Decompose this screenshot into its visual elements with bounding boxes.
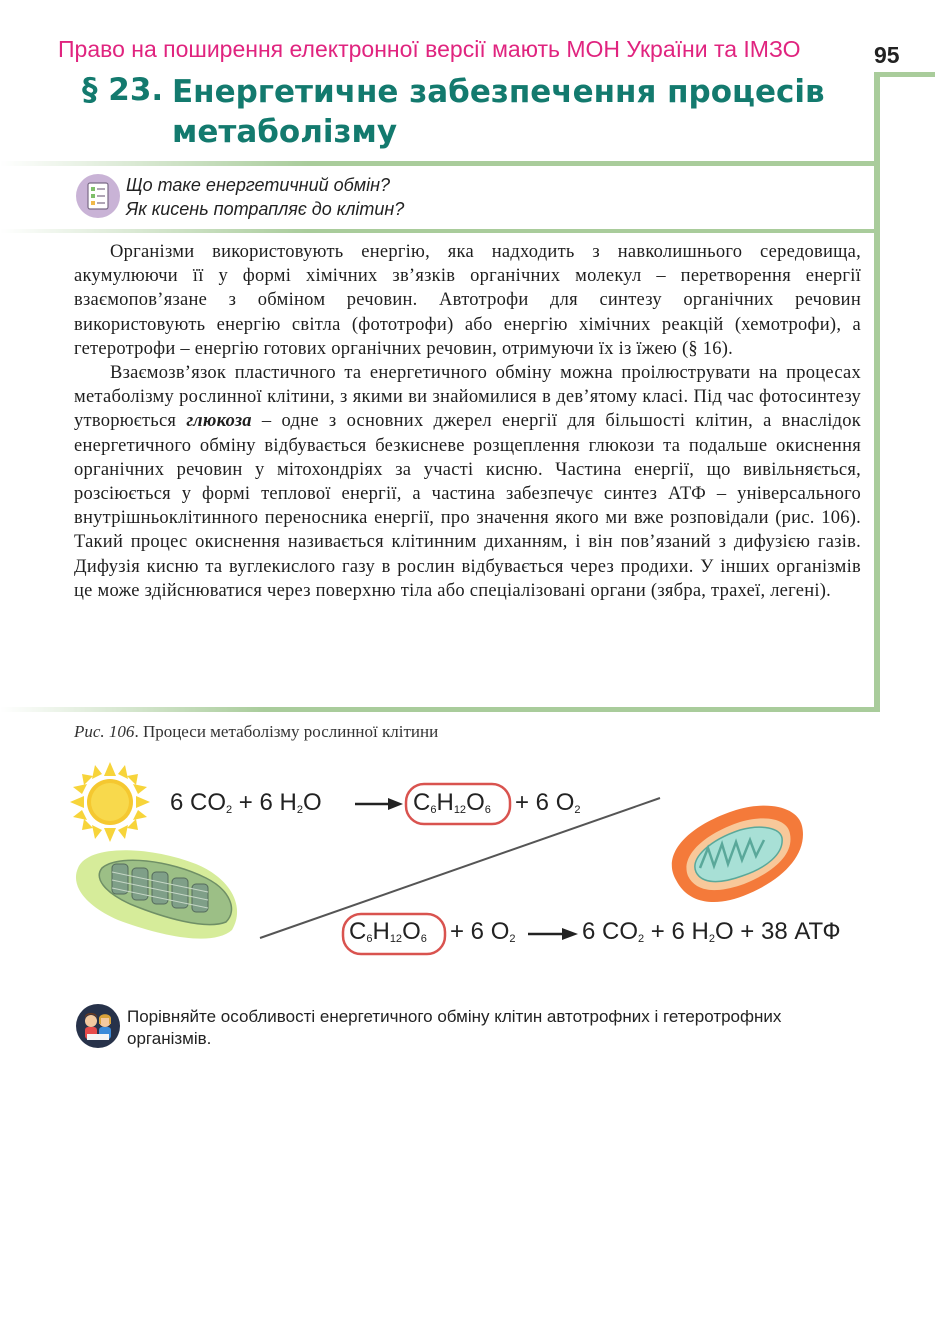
respiration-oxygen [450, 918, 516, 946]
frame-questions-underline [0, 229, 880, 233]
eq-text: C [413, 789, 431, 816]
frame-bottom-line [0, 707, 880, 712]
eq-text: + 6 O [515, 789, 575, 816]
photosynthesis-reactants [170, 789, 322, 817]
question-1: Що таке енергетичний обмін? [126, 175, 390, 195]
frame-top-line [874, 72, 935, 77]
figure-caption-text: . Процеси метаболізму рослинної клітини [134, 722, 439, 741]
review-questions [126, 173, 404, 221]
eq-text: H [372, 918, 390, 945]
respiration-products [582, 918, 841, 946]
term-glucose: глюкоза [186, 411, 252, 432]
eq-sub: 12 [389, 933, 403, 945]
sun-icon [70, 762, 150, 842]
paragraph-2 [74, 361, 861, 603]
paragraph-2-end: – одне з основних джерел енергії для більшості клітин, а внаслідок енергетичного обміну відбувається безкисневе розщеплення глюкози та подальше окиснення органічних речовин у мітохондріях за участі кисню. Частина енергії, що вивільняється, розсіюється у формі теплової енергії, а частина забезпечує синтез АТФ – універсального внутрішньоклітинного переносника енергії, про значення якого ми вже розповідали (рис. 106). Такий процес окиснення називається клітинним диханням, і він пов’язаний з дифузією газів. Дифузія кисню та вуглекислого газу в рослин відбувається через продихи. У інших організмів це може здійснюватися через поверхню тіла або спеціалізовані органи (зябра, трахеї, легені). [74, 411, 861, 601]
diagonal-divider [260, 798, 660, 938]
eq-sub: 6 [430, 804, 437, 816]
chloroplast-illustration [76, 850, 237, 938]
eq-sub: 2 [638, 933, 645, 945]
eq-text: O [302, 789, 322, 816]
eq-sub: 12 [453, 804, 467, 816]
eq-text: 6 CO [582, 918, 639, 945]
task-text: Порівняйте особливості енергетичного обміну клітин автотрофних і гетеротрофних організмів. [127, 1007, 782, 1048]
figure-label: Рис. 106 [74, 722, 135, 741]
copyright-notice: Право на поширення електронної версії мають МОН України та ІМЗО [58, 36, 801, 62]
eq-sub: 2 [296, 804, 303, 816]
page-number: 95 [874, 42, 900, 68]
eq-text: + 6 H [644, 918, 709, 945]
arrow-icon [528, 928, 578, 940]
eq-text: 6 CO [170, 789, 227, 816]
eq-text: C [349, 918, 367, 945]
eq-text: + 6 O [450, 918, 510, 945]
eq-sub: 6 [420, 933, 427, 945]
eq-sub: 2 [509, 933, 516, 945]
mitochondrion-illustration [672, 806, 803, 902]
eq-sub: 2 [574, 804, 581, 816]
eq-sub: 2 [226, 804, 233, 816]
photosynthesis-oxygen [515, 789, 581, 817]
eq-sub: 6 [366, 933, 373, 945]
eq-text: O [466, 789, 485, 816]
section-title: Енергетичне забезпечення процесів метаболізму [172, 74, 825, 150]
eq-text: O + 38 АТФ [714, 918, 841, 945]
figure-caption [74, 722, 438, 742]
paragraph-2-start: Взаємозв’язок пластичного та енергетичного обміну можна проілюструвати на процесах метаболізму рослинної клітини, з якими ви знайомилися в дев’ятому класі. Під час фотосинтезу утворюється [74, 363, 861, 432]
eq-text: O [402, 918, 421, 945]
arrow-icon [355, 798, 403, 810]
body-text [74, 240, 861, 603]
frame-right-line [874, 72, 880, 712]
section-number: § 23. [82, 72, 164, 108]
eq-text: H [436, 789, 454, 816]
students-icon [76, 1004, 120, 1048]
eq-sub: 2 [708, 933, 715, 945]
eq-text: + 6 H [232, 789, 297, 816]
frame-title-underline [0, 161, 880, 166]
photosynthesis-glucose [413, 789, 491, 817]
question-2: Як кисень потрапляє до клітин? [126, 199, 405, 219]
respiration-glucose [349, 918, 427, 946]
paragraph-1: Організми використовують енергію, яка надходить з навколишнього середовища, акумулюючи її у формі хімічних зв’язків органічних молекул – перетворення енергії взаємопов’язане з обміном речовин. Автотрофи для синтезу органічних речовин використовують енергію світла (фототрофи) або енергію хімічних реакцій (хемотрофи), а гетеротрофи – енергію готових органічних речовин, отримуючи їх із їжею (§ 16). [74, 242, 861, 359]
eq-sub: 6 [484, 804, 491, 816]
notebook-icon [76, 174, 120, 218]
